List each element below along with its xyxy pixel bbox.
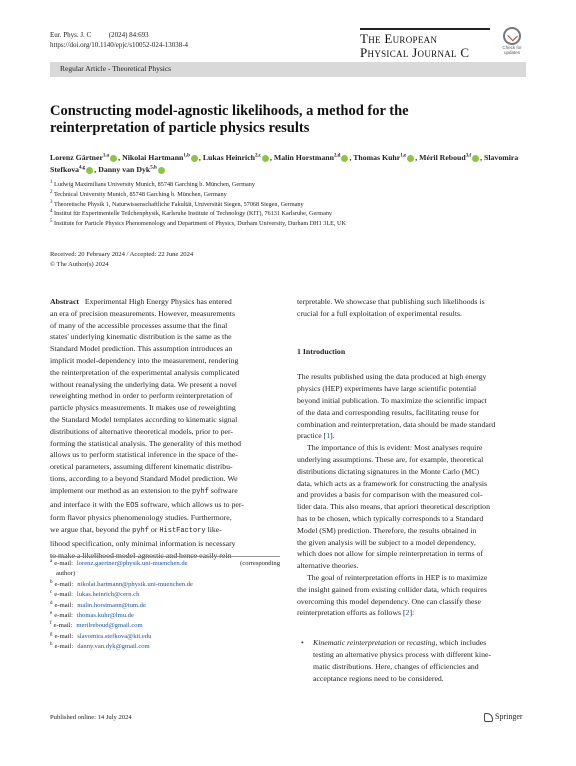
footnote-email: $^d$ e-mail: malin.horstmann@tum.de [50,600,146,609]
text-line: which does not allow for simple reinterpretation in terms of [297,549,483,559]
paragraph [297,572,526,619]
text-line: an era of precision measurements. However, measurements [50,308,236,318]
affiliation: $^2$ Technical University Munich, 85748 Garching b. München, Germany [50,189,227,198]
author-name: Lukas Heinrich [202,153,256,162]
text-line: distributions of alternative theoretical models, prior to per- [50,426,234,436]
published-date: Published online: 14 July 2024 [50,714,132,721]
footnote-email: $^e$ e-mail: thomas.kuhr@lmu.de [50,610,134,620]
email-link[interactable]: lukas.heinrich@cern.ch [76,591,140,599]
author-name: Malin Horstmann [273,153,334,162]
text-line: the Standard Model templates according to kinematic signal [50,414,238,424]
abstract: Abstract Experimental High Energy Physics has entered an era of precision measurements. However, measurements of many of the accessible processes assume that the final states' underlying kinematic distribution is the same as the Standard Model prediction. This assumption introduces an implicit model-dependency into the measurement, rendering the reinterpretation of the experimental analysis complicated without reanalysing the underlying data. We present a novel reweighting method in order to perform reinterpretation of particle physics measurements. It makes use of reweighting the Standard Model templates according to kinematic signal distributions of alternative theoretical models, prior to per- forming the statistical analysis. The generality of this method allows us to perform statistical inference in the space of the- oretical parameters, assuming different kinematic distribu- tions, according to a beyond Standard Model prediction. We implement our method as an extension to the pyhf software and interface it with the EOS software, which allows us to per- form flavor physics phenomenology studies. Furthermore, we argue that, beyond the pyhf or HistFactory like- lihood specification, only minimal information is necessary to make a likelihood model-agnostic and hence easily rein- [50,296,280,562]
text-line: has to be chosen, which typically corresponds to a Standard [297,513,484,523]
abstract-continued: terpretable. We showcase that publishing such likelihoods is crucial for a full exploitation of experimental results. [297,297,485,318]
text-line: and provides a basis for comparison with the measured col- [297,490,483,500]
paper-title: Constructing model-agnostic likelihoods, a method for the reinterpretation of particle physics results [50,103,409,136]
affiliation: $^4$ Institut für Experimentelle Teilchenphysik, Karlsruhe Institute of Technology (KIT), 76131 Karlsruhe, Germany [50,209,333,218]
email-link[interactable]: malin.horstmann@tum.de [77,601,146,609]
footnote-email: $^b$ e-mail: nikolai.hartmann@physik.uni-muenchen.de [50,579,193,588]
text-line: implement our method as an extension to the pyhf software [50,485,238,496]
text-line: matic distributions. Here, changes of efficiencies and [313,661,479,671]
right-column [297,296,526,684]
email-link[interactable]: nikolai.hartmann@physik.uni-muenchen.de [77,580,193,588]
author-name: Thomas Kuhr [353,153,401,162]
author-name: Méril Reboud [419,153,466,162]
text-line: practice [1]. [297,431,335,441]
text-line: the reinterpretation of the experimental analysis complicated [50,367,240,377]
text-line: acceptance regions need to be considered. [313,673,444,683]
bullet-icon: • [301,638,304,648]
text-line: The goal of reinterpretation efforts in HEP is to maximize [307,572,488,582]
text-line: implicit model-dependency into the measurement, rendering [50,355,239,365]
text-line: and interface it with the EOS software, which allows us to per- [50,499,244,510]
text-line: The importance of this is evident: Most analyses require [307,443,483,453]
springer-logo: Springer [484,712,523,722]
text-line: reinterpretation efforts as follows [2]: [297,608,415,618]
orcid-icon[interactable] [262,155,269,162]
journal-reference: Eur. Phys. J. C (2024) 84:693 [50,31,149,39]
affiliation: $^5$ Institute for Particle Physics Phenomenology and Department of Physics, Durham University, Durham DH1 3LE, UK [50,219,346,228]
journal-logo: The European Physical Journal C [360,28,490,63]
text-line: physics (HEP) experiments have large scientific potential [297,384,477,394]
text-line: overcoming this model dependency. One can classify these [297,596,481,606]
doi-link[interactable]: https://doi.org/10.1140/epjc/s10052-024-13038-4 [50,41,189,49]
footnote-email: $^g$ e-mail: slavomira.stefkova@kit.edu [50,631,152,640]
orcid-icon[interactable] [158,167,165,174]
orcid-icon[interactable] [341,155,348,162]
text-line: lihood specification, only minimal information is necessary [50,538,236,548]
text-line: underlying assumptions. These are, for example, theoretical [297,454,484,464]
text-line: combination and reinterpretation, data should be made standard [297,419,496,429]
text-line: beyond initial publication. To maximize the scientific impact [297,395,487,405]
text-line: Model (SM) prediction. Therefore, the results obtained in [297,525,477,535]
text-line: the insight gained from existing collider data, which requires [297,584,487,594]
text-line: without reanalysing the underlying data. We present a novel [50,379,237,389]
email-link[interactable]: merilreboud@gmail.com [76,622,143,630]
footnote-email: $^c$ e-mail: lukas.heinrich@cern.ch [50,590,140,599]
section-heading: 1 Introduction [297,346,346,356]
affiliation: $^1$ Ludwig Maximilians University Munich, 85748 Garching b. München, Germany [50,179,255,188]
orcid-icon[interactable] [110,155,117,162]
text-line: Standard Model prediction. This assumption introduces an [50,344,233,354]
affiliation: $^3$ Theoretische Physik 1, Naturwissenschaftliche Fakultät, Universität Siegen, 57068 Siegen, Germany [50,199,304,208]
email-link[interactable]: thomas.kuhr@lmu.de [76,612,134,620]
footnote-continuation: author) [56,570,76,578]
text-line: Kinematic reinterpretation or recasting, which includes [313,638,487,648]
text-line: forming the statistical analysis. The generality of this method [50,438,242,448]
text-line: alternative theories. [297,561,359,571]
paragraph [297,371,526,442]
paragraph [297,442,526,572]
text-line: testing an alternative physics process with different kine- [313,649,492,659]
affiliations [50,180,530,229]
check-for-updates-badge[interactable]: Check for updates [498,27,526,55]
text-line: distributions dictating signatures in the Monte Carlo (MC) [297,466,480,476]
check-updates-icon [503,27,521,45]
author-name: Lorenz Gärtner [50,153,103,162]
text-line: The results published using the data produced at high energy [297,372,487,382]
bullet-item [297,637,526,684]
author-name: Nikolai Hartmann [122,153,184,162]
text-line: the given analysis will be subject to a model dependency, [297,537,476,547]
text-line: we argue that, beyond the pyhf or HistFactory like- [50,525,222,536]
orcid-icon[interactable] [86,167,93,174]
text-line: reweighting method in order to perform reinterpretation of [50,391,233,401]
email-link[interactable]: slavomira.stefkova@kit.edu [77,632,152,640]
text-line: particle physics measurements. It makes use of reweighting [50,403,236,413]
footnote-email: $^h$ e-mail: danny.van.dyk@gmail.com [50,642,150,651]
text-line: form flavor physics phenomenology studies. Furthermore, [50,513,232,523]
article-dates: Received: 20 February 2024 / Accepted: 22 June 2024 © The Author(s) 2024 [50,251,194,268]
email-link[interactable]: danny.van.dyk@gmail.com [77,643,150,651]
footnotes [50,556,280,653]
text-line: of many of the accessible processes assume that the final [50,320,228,330]
footnote-email: $^f$ e-mail: merilreboud@gmail.com [50,621,143,630]
text-line: allows us to perform statistical inference in the space of the- [50,450,238,460]
text-line: states' underlying kinematic distribution is the same as the [50,332,232,342]
orcid-icon[interactable] [191,155,198,162]
text-line: to make a likelihood model-agnostic and hence easily rein- [50,550,235,560]
text-line: lider data. This also means, that apriori theoretical description [297,502,490,512]
author-name: Slavomira Stefkova [50,153,519,174]
abstract-label: Abstract [50,297,80,306]
footnote-email: $^a$ e-mail: lorenz.gaertner@physik.uni-muenchen.de (corresponding [50,558,280,567]
author-list: Lorenz Gärtner$^{1,a}$ , Nikolai Hartmann$^{1,b}$ , Lukas Heinrich$^{2,c}$ , Malin Horstmann$^{2,d}$ , Thomas Kuhr$^{1,e}$ , Méril Reboud$^{3,f}$ , Slavomira Stefkova$^{4,g}$ , Danny van Dyk$^{5,h}$ [50,153,519,174]
springer-horse-icon [484,713,493,722]
orcid-icon[interactable] [472,155,479,162]
orcid-icon[interactable] [407,155,414,162]
text-line: of the data and corresponding results, facilitating reuse for [297,407,480,417]
text-line: tions, according to a beyond Standard Model prediction. We [50,473,238,483]
email-link[interactable]: lorenz.gaertner@physik.uni-muenchen.de [76,560,188,567]
text-line: oretical parameters, assuming different kinematic distribu- [50,462,233,472]
author-name: Danny van Dyk [98,165,151,174]
article-type-banner: Regular Article - Theoretical Physics [50,62,526,77]
text-line: data, which acts as a framework for constructing the analysis [297,478,488,488]
